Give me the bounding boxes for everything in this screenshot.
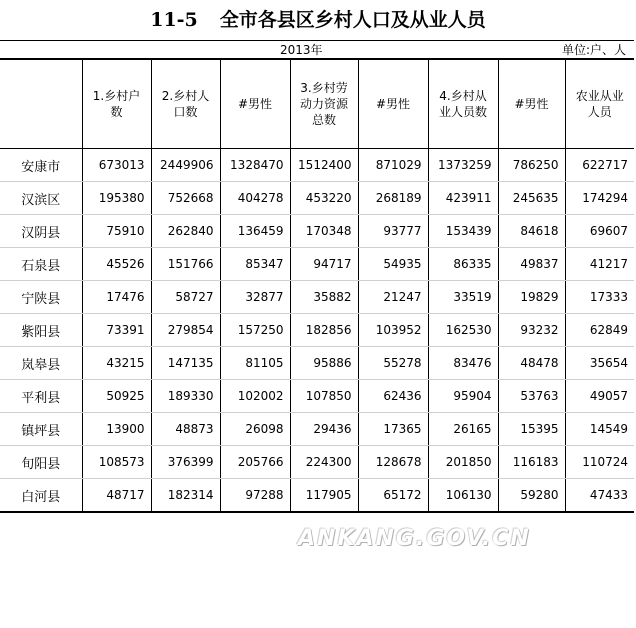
table-cell: 1512400 [290, 149, 358, 182]
region-name: 平利县 [0, 380, 82, 413]
title-divider [0, 40, 634, 41]
table-cell: 53763 [498, 380, 565, 413]
table-cell: 15395 [498, 413, 565, 446]
table-cell: 47433 [565, 479, 634, 513]
table-cell: 673013 [82, 149, 151, 182]
table-cell: 622717 [565, 149, 634, 182]
table-cell: 423911 [428, 182, 498, 215]
table-cell: 26098 [220, 413, 290, 446]
table-number: 11-5 [150, 9, 198, 31]
table-cell: 35654 [565, 347, 634, 380]
table-row [0, 479, 634, 513]
header-male-employed: #男性 [498, 60, 565, 149]
table-row [0, 215, 634, 248]
table-cell: 189330 [151, 380, 220, 413]
table-cell: 45526 [82, 248, 151, 281]
region-name: 旬阳县 [0, 446, 82, 479]
table-cell: 136459 [220, 215, 290, 248]
header-population: 2.乡村人口数 [151, 60, 220, 149]
table-cell: 84618 [498, 215, 565, 248]
table-cell: 153439 [428, 215, 498, 248]
table-cell: 62436 [358, 380, 428, 413]
header-agricultural: 农业从业人员 [565, 60, 634, 149]
table-cell: 81105 [220, 347, 290, 380]
region-name: 岚皋县 [0, 347, 82, 380]
table-cell: 871029 [358, 149, 428, 182]
table-cell: 2449906 [151, 149, 220, 182]
header-male-population: #男性 [220, 60, 290, 149]
region-name: 安康市 [0, 149, 82, 182]
table-row [0, 248, 634, 281]
table-cell: 1328470 [220, 149, 290, 182]
table-row [0, 149, 634, 182]
table-cell: 85347 [220, 248, 290, 281]
table-cell: 108573 [82, 446, 151, 479]
table-cell: 107850 [290, 380, 358, 413]
region-name: 汉滨区 [0, 182, 82, 215]
table-cell: 86335 [428, 248, 498, 281]
region-name: 汉阴县 [0, 215, 82, 248]
table-cell: 65172 [358, 479, 428, 513]
table-cell: 48717 [82, 479, 151, 513]
table-cell: 103952 [358, 314, 428, 347]
table-row [0, 281, 634, 314]
table-cell: 170348 [290, 215, 358, 248]
header-male-labor: #男性 [358, 60, 428, 149]
table-cell: 102002 [220, 380, 290, 413]
table-cell: 48478 [498, 347, 565, 380]
table-cell: 182856 [290, 314, 358, 347]
table-cell: 49837 [498, 248, 565, 281]
table-cell: 93777 [358, 215, 428, 248]
table-cell: 224300 [290, 446, 358, 479]
table-cell: 205766 [220, 446, 290, 479]
header-households: 1.乡村户数 [82, 60, 151, 149]
table-cell: 116183 [498, 446, 565, 479]
table-cell: 162530 [428, 314, 498, 347]
region-name: 紫阳县 [0, 314, 82, 347]
table-cell: 17333 [565, 281, 634, 314]
table-cell: 97288 [220, 479, 290, 513]
table-cell: 262840 [151, 215, 220, 248]
header-region [0, 60, 82, 149]
table-cell: 19829 [498, 281, 565, 314]
table-cell: 195380 [82, 182, 151, 215]
table-row [0, 314, 634, 347]
table-cell: 1373259 [428, 149, 498, 182]
table-cell: 75910 [82, 215, 151, 248]
table-cell: 128678 [358, 446, 428, 479]
table-title: 全市各县区乡村人口及从业人员 [219, 9, 486, 31]
table-cell: 13900 [82, 413, 151, 446]
table-cell: 245635 [498, 182, 565, 215]
unit-label: 单位:户、人 [561, 43, 626, 57]
table-cell: 157250 [220, 314, 290, 347]
region-name: 石泉县 [0, 248, 82, 281]
table-cell: 786250 [498, 149, 565, 182]
region-name: 宁陕县 [0, 281, 82, 314]
table-cell: 21247 [358, 281, 428, 314]
year-label: 2013年 [280, 43, 323, 57]
table-cell: 268189 [358, 182, 428, 215]
table-cell: 376399 [151, 446, 220, 479]
table-cell: 32877 [220, 281, 290, 314]
table-cell: 14549 [565, 413, 634, 446]
table-cell: 201850 [428, 446, 498, 479]
table-cell: 117905 [290, 479, 358, 513]
table-cell: 69607 [565, 215, 634, 248]
table-cell: 29436 [290, 413, 358, 446]
table-cell: 35882 [290, 281, 358, 314]
table-cell: 55278 [358, 347, 428, 380]
population-table [0, 60, 634, 513]
table-row [0, 446, 634, 479]
table-cell: 50925 [82, 380, 151, 413]
table-cell: 95886 [290, 347, 358, 380]
region-name: 镇坪县 [0, 413, 82, 446]
table-cell: 48873 [151, 413, 220, 446]
header-labor-resources: 3.乡村劳动力资源总数 [290, 60, 358, 149]
table-cell: 182314 [151, 479, 220, 513]
table-cell: 83476 [428, 347, 498, 380]
table-row [0, 182, 634, 215]
table-cell: 147135 [151, 347, 220, 380]
table-cell: 17365 [358, 413, 428, 446]
table-row [0, 413, 634, 446]
table-cell: 54935 [358, 248, 428, 281]
table-cell: 95904 [428, 380, 498, 413]
table-cell: 43215 [82, 347, 151, 380]
table-cell: 404278 [220, 182, 290, 215]
table-cell: 17476 [82, 281, 151, 314]
table-cell: 93232 [498, 314, 565, 347]
table-cell: 106130 [428, 479, 498, 513]
region-name: 白河县 [0, 479, 82, 513]
table-cell: 41217 [565, 248, 634, 281]
table-cell: 73391 [82, 314, 151, 347]
page-title [0, 4, 636, 36]
table-cell: 26165 [428, 413, 498, 446]
header-row [0, 60, 634, 149]
watermark-text: ANKANG.GOV.CN [298, 526, 531, 551]
table-cell: 752668 [151, 182, 220, 215]
table-cell: 174294 [565, 182, 634, 215]
header-employed: 4.乡村从业人员数 [428, 60, 498, 149]
table-cell: 94717 [290, 248, 358, 281]
table-cell: 49057 [565, 380, 634, 413]
table-cell: 33519 [428, 281, 498, 314]
table-cell: 59280 [498, 479, 565, 513]
table-cell: 110724 [565, 446, 634, 479]
table-cell: 453220 [290, 182, 358, 215]
table-cell: 151766 [151, 248, 220, 281]
table-row [0, 380, 634, 413]
table-row [0, 347, 634, 380]
table-cell: 279854 [151, 314, 220, 347]
table-cell: 58727 [151, 281, 220, 314]
table-cell: 62849 [565, 314, 634, 347]
